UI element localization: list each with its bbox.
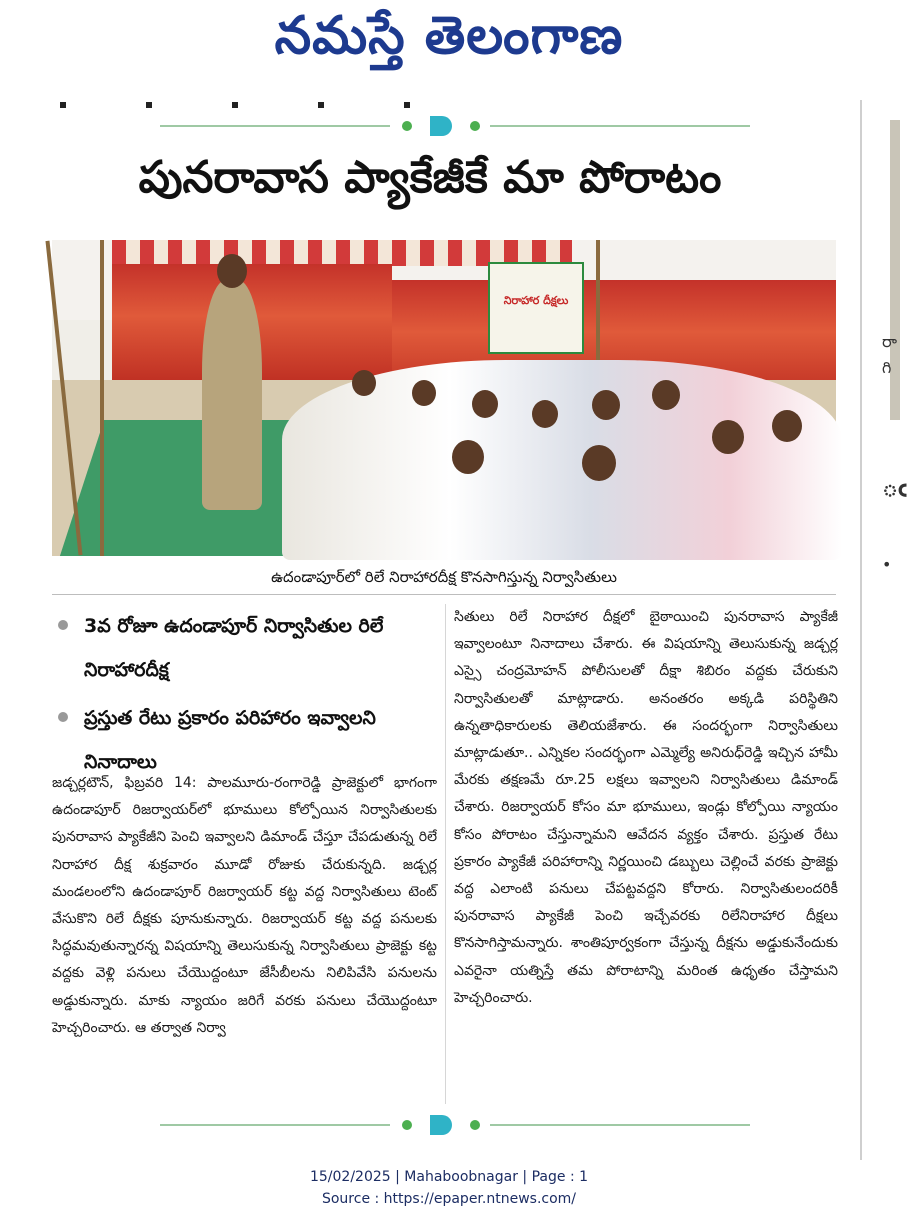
footer-source-link[interactable]: Source : https://epaper.ntnews.com/ [321,1191,577,1207]
bullet-item [52,604,437,692]
article-body-left: జడ్చర్లటౌన్, ఫిబ్రవరి 14: పాలమూరు-రంగారెడ్డి ప్రాజెక్టులో భాగంగా ఉదండాపూర్ రిజర్వాయర్‌లో భూములు కోల్పోయిన నిర్వాసితులకు పునరావాస ప్యాకేజీని పెంచి ఇవ్వాలని డిమాండ్ చేస్తూ చేపడుతున్న రిలే నిరాహార దీక్ష శుక్రవారం మూడో రోజుకు చేరుకున్నది. జడ్చర్ల మండలంలోని ఉదండాపూర్ రిజర్వాయర్ కట్ట వద్ద నిర్వాసితులు టెంట్ వేసుకొని రిలే దీక్షకు పూనుకున్నారు. రిజర్వాయర్ కట్ట వద్ద పనులకు సిద్ధమవుతున్నారన్న విషయాన్ని తెలుసుకున్న నిర్వాసితులు ప్రాజెక్టు కట్ట వద్దకు వెళ్లి పనులు చేయొద్దంటూ జేసీబీలను నిలిపివేసి పనులను అడ్డుకున్నారు. మాకు న్యాయం జరిగే వరకు పనులు చేయొద్దంటూ హెచ్చరించారు. ఆ తర్వాత నిర్వా [52,775,437,1036]
footer-date-edition: 15/02/2025 | Mahaboobnagar | Page : 1 [309,1169,589,1185]
article-photo [52,240,836,556]
adjacent-photo-edge [890,120,900,420]
edge-char: గి [882,358,892,377]
adjacent-article-edge [862,100,907,1160]
caption-rule [52,594,836,595]
masthead [0,0,898,80]
edge-char: రా [882,332,897,351]
edge-char: • [882,555,892,574]
bottom-divider [160,1117,750,1133]
highlight-bullets [52,600,437,784]
protest-banner: నిరాహార దీక్షలు [488,262,584,354]
article-body-right: సితులు రిలే నిరాహార దీక్షలో బైఠాయించి పునరావాస ప్యాకేజీ ఇవ్వాలంటూ నినాదాలు చేశారు. ఈ విషయాన్ని తెలుసుకున్న జడ్చర్ల ఎస్సై చంద్రమోహన్ పోలీసులతో దీక్షా శిబిరం వద్దకు చేరుకుని నిర్వాసితులతో మాట్లాడారు. అనంతరం అక్కడి పరిస్థితిని ఉన్నతాధికారులకు తెలియజేశారు. ఈ సందర్భంగా నిర్వాసితులు మాట్లాడుతూ.. ఎన్నికల సందర్భంగా ఎమ్మెల్యే అనిరుధ్‌రెడ్డి ఇచ్చిన హామీ మేరకు తక్షణమే రూ.25 లక్షలు ఇవ్వాలని నిర్వాసితులు డిమాండ్ చేశారు. రిజర్వాయర్ కోసం మా భూములు, ఇండ్లు కోల్పోయి న్యాయం కోసం పోరాటం చేస్తున్నామని ఆవేదన వ్యక్తం చేశారు. ప్రస్తుత రేటు ప్రకారం ప్యాకేజీ పరిహారాన్ని నిర్ణయించి డబ్బులు చెల్లించే వరకు ప్రాజెక్టు వద్ద ఎలాంటి పనులు చేపట్టవద్దని కోరారు. నిర్వాసితులందరికీ పునరావాస ప్యాకేజీ పెంచి ఇచ్చేవరకు రిలేనిరాహార దీక్షలు కొనసాగిస్తామన్నారు. శాంతిపూర్వకంగా చేస్తున్న దీక్షను అడ్డుకునేందుకు ఎవరైనా యత్నిస్తే తమ పోరాటాన్ని మరింత ఉధృతం చేస్తామని హెచ్చరించారు. [454,609,838,1006]
column-separator [445,604,446,1104]
bullet-icon [58,712,68,722]
top-divider [160,118,750,134]
edge-char: ఁ [882,470,907,503]
cut-text-strip [60,93,620,103]
newspaper-logo: నమస్తే తెలంగాణ [274,6,624,66]
photo-caption: ఉదండాపూర్‌లో రిలే నిరాహారదీక్ష కొనసాగిస్తున్న నిర్వాసితులు [271,568,617,586]
page-footer [0,1166,898,1210]
article-headline: పునరావాస ప్యాకేజీకే మా పోరాటం [138,152,722,203]
bullet-icon [58,620,68,630]
bullet-text: ప్రస్తుత రేటు ప్రకారం పరిహారం ఇవ్వాలని నినాదాలు [84,707,376,773]
bullet-text: 3వ రోజూ ఉదండాపూర్ నిర్వాసితుల రిలే నిరాహారదీక్ష [84,615,384,681]
